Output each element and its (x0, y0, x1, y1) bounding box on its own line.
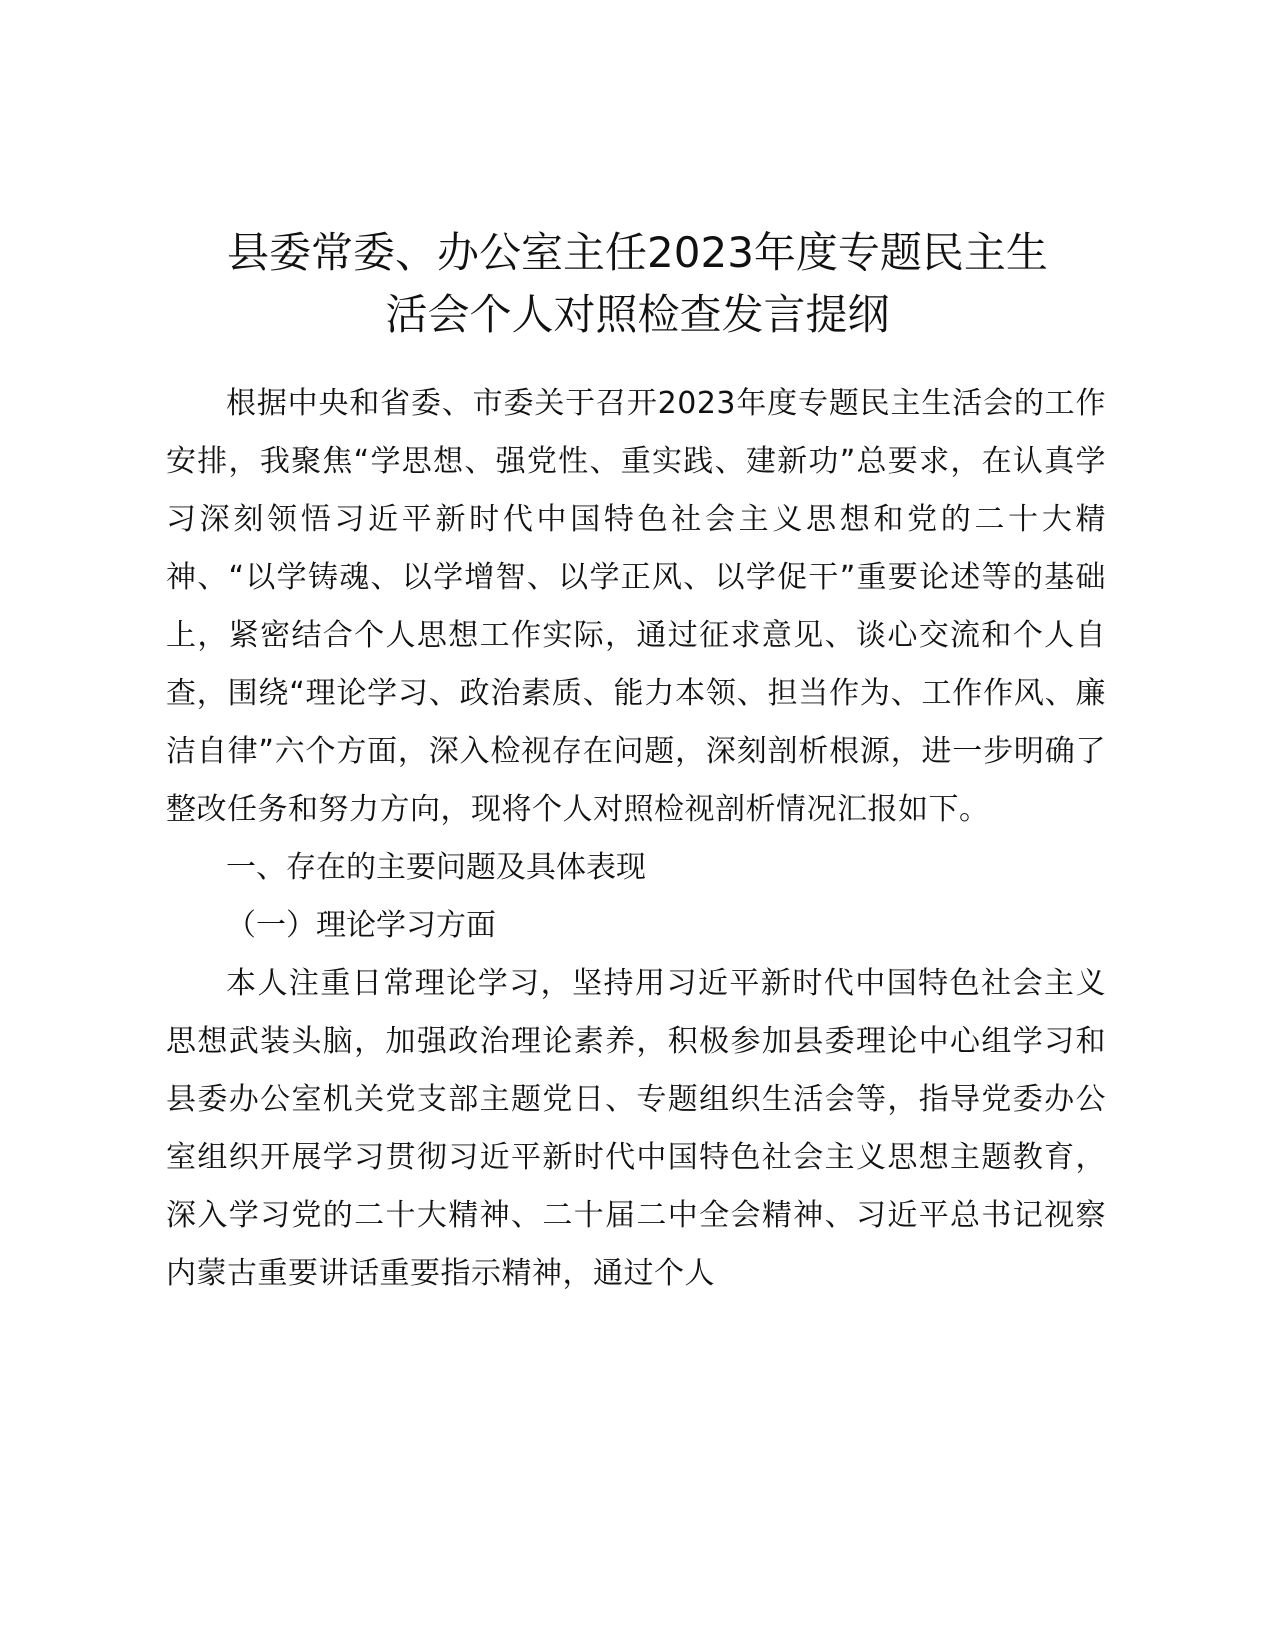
document-body (166, 375, 1106, 1303)
title-line-1: 县委常委、办公室主任2023年度专题民主生 (227, 228, 1048, 277)
subsection-heading: （一）理论学习方面 (226, 908, 496, 943)
theory-study-paragraph: 本人注重日常理论学习，坚持用习近平新时代中国特色社会主义思想武装头脑，加强政治理论素养，积极参加县委理论中心组学习和县委办公室机关党支部主题党日、专题组织生活会等，指导党委办公室组织开展学习贯彻习近平新时代中国特色社会主义思想主题教育，深入学习党的二十大精神、二十届二中全会精神、习近平总书记视察内蒙古重要讲话重要指示精神，通过个人 (166, 966, 1106, 1291)
document-title (160, 222, 1115, 346)
title-line-2: 活会个人对照检查发言提纲 (385, 290, 890, 339)
intro-paragraph: 根据中央和省委、市委关于召开2023年度专题民主生活会的工作安排，我聚焦“学思想、强党性、重实践、建新功”总要求，在认真学习深刻领悟习近平新时代中国特色社会主义思想和党的二十大精神、“以学铸魂、以学增智、以学正风、以学促干”重要论述等的基础上，紧密结合个人思想工作实际，通过征求意见、谈心交流和个人自查，围绕“理论学习、政治素质、能力本领、担当作为、工作作风、廉洁自律”六个方面，深入检视存在问题，深刻剖析根源，进一步明确了整改任务和努力方向，现将个人对照检视剖析情况汇报如下。 (166, 386, 1106, 827)
section-heading: 一、存在的主要问题及具体表现 (226, 850, 646, 885)
